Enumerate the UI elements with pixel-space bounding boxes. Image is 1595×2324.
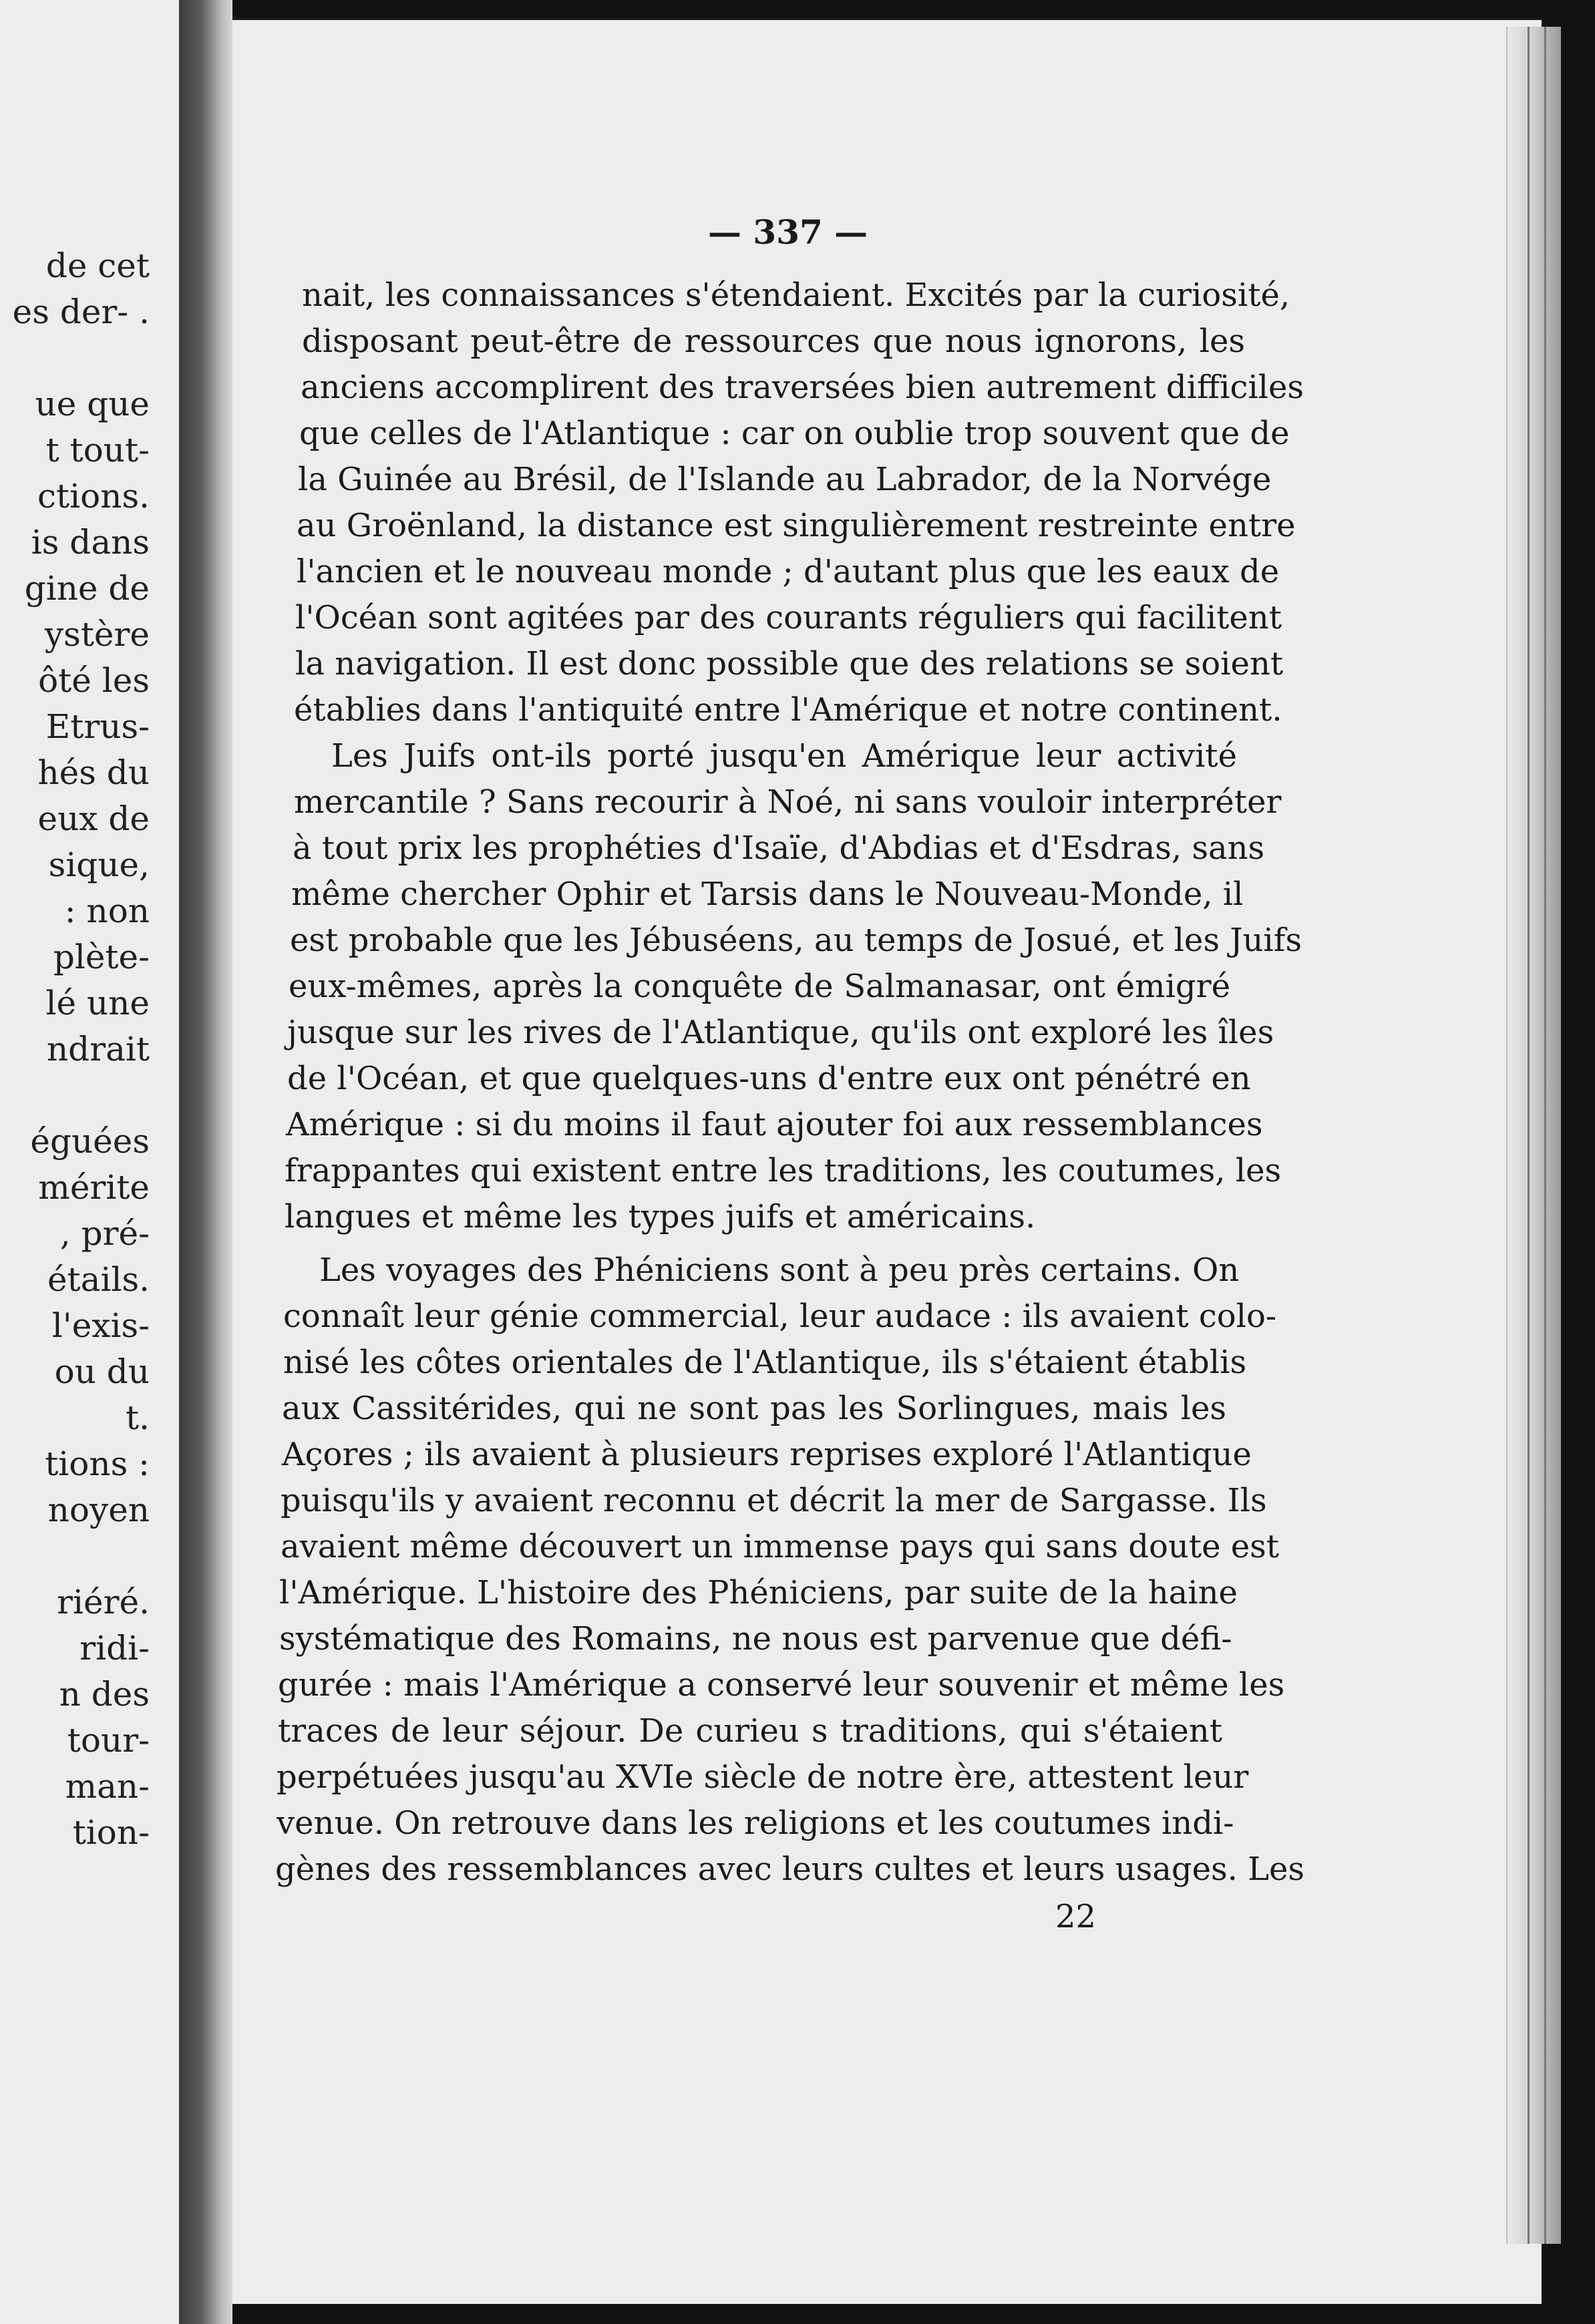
text-line: la navigation. Il est donc possible que des relations se soient: [295, 645, 1284, 683]
text-line: systématique des Romains, ne nous est parvenue que défi-: [279, 1620, 1232, 1658]
text-line: à tout prix les prophéties d'Isaïe, d'Abdias et d'Esdras, sans: [293, 829, 1265, 867]
left-line: ystère: [44, 615, 150, 654]
left-line: es der- .: [12, 293, 150, 331]
text-line: de l'Océan, et que quelques-uns d'entre eux ont pénétré en: [287, 1060, 1251, 1097]
page-edge-line: [1544, 27, 1546, 2244]
text-line: l'ancien et le nouveau monde ; d'autant plus que les eaux de: [297, 553, 1280, 590]
text-line: langues et même les types juifs et américains.: [285, 1198, 1036, 1235]
text-line: l'Océan sont agitées par des courants réguliers qui facilitent: [295, 599, 1282, 636]
left-line: tion-: [72, 1813, 150, 1852]
text-line: l'Amérique. L'histoire des Phéniciens, par suite de la haine: [279, 1574, 1238, 1611]
text-line: anciens accomplirent des traversées bien autrement difficiles: [301, 369, 1304, 406]
left-line: t.: [126, 1398, 150, 1437]
text-line: que celles de l'Atlantique : car on oublie trop souvent que de: [299, 415, 1290, 452]
text-line: perpétuées jusqu'au XVIe siècle de notre ère, attestent leur: [277, 1758, 1249, 1796]
left-line: ôté les: [38, 661, 150, 700]
left-line: hés du: [37, 753, 150, 792]
text-line: Les voyages des Phéniciens sont à peu près certains. On: [319, 1251, 1240, 1289]
left-line: Etrus-: [45, 707, 150, 746]
text-line: puisqu'ils y avaient reconnu et décrit la mer de Sargasse. Ils: [281, 1482, 1267, 1519]
left-line: l'exis-: [51, 1306, 150, 1345]
left-line: eux de: [37, 799, 150, 838]
text-line: disposant peut-être de ressources que nous ignorons, les: [302, 323, 1245, 360]
left-line: : non: [64, 892, 150, 930]
text-line: gurée : mais l'Amérique a conservé leur souvenir et même les: [278, 1666, 1285, 1704]
text-line: avaient même découvert un immense pays qui sans doute est: [281, 1528, 1280, 1565]
text-line: nisé les côtes orientales de l'Atlantique, ils s'étaient établis: [283, 1344, 1247, 1381]
left-line: plète-: [53, 938, 150, 976]
left-line: lé une: [45, 984, 150, 1022]
left-line: noyen: [47, 1491, 150, 1529]
left-line: tions :: [45, 1444, 150, 1483]
page-edge-line: [1528, 27, 1530, 2244]
left-line: ctions.: [37, 477, 150, 516]
text-line: traces de leur séjour. De curieu s traditions, qui s'étaient: [278, 1712, 1222, 1750]
text-line: connaît leur génie commercial, leur audace : ils avaient colo-: [283, 1298, 1277, 1335]
left-line: riéré.: [57, 1583, 150, 1621]
left-line: sique,: [48, 845, 150, 884]
left-line: t tout-: [45, 431, 150, 469]
text-line: venue. On retrouve dans les religions et les coutumes indi-: [277, 1804, 1234, 1842]
left-line: n des: [59, 1675, 150, 1714]
left-line: tour-: [67, 1721, 150, 1760]
text-line: eux-mêmes, après la conquête de Salmanasar, ont émigré: [289, 968, 1230, 1005]
text-line: est probable que les Jébuséens, au temps de Josué, et les Juifs: [290, 922, 1302, 959]
text-line: mercantile ? Sans recourir à Noé, ni sans vouloir interpréter: [294, 783, 1282, 821]
text-line: Amérique : si du moins il faut ajouter foi aux ressemblances: [286, 1106, 1263, 1143]
text-line: la Guinée au Brésil, de l'Islande au Labrador, de la Norvége: [298, 461, 1272, 498]
text-line: au Groënland, la distance est singulièrement restreinte entre: [297, 507, 1296, 544]
text-line: jusque sur les rives de l'Atlantique, qu'ils ont exploré les îles: [287, 1014, 1274, 1051]
left-line: de cet: [45, 246, 150, 285]
text-line: Açores ; ils avaient à plusieurs reprises exploré l'Atlantique: [282, 1436, 1252, 1473]
left-line: is dans: [31, 523, 150, 562]
left-line: étails.: [47, 1260, 150, 1299]
left-line: ue que: [35, 385, 150, 423]
previous-page-fragment: [0, 0, 179, 2324]
book-gutter: [179, 0, 232, 2324]
left-line: , pré-: [59, 1214, 150, 1253]
left-line: éguées: [30, 1122, 150, 1161]
left-line: gine de: [24, 569, 150, 608]
text-line: aux Cassitérides, qui ne sont pas les Sorlingues, mais les: [282, 1390, 1226, 1427]
text-line: même chercher Ophir et Tarsis dans le Nouveau-Monde, il: [291, 876, 1244, 913]
text-line: nait, les connaissances s'étendaient. Excités par la curiosité,: [302, 276, 1290, 314]
page-number-header: — 337 —: [708, 212, 868, 252]
left-line: ridi-: [79, 1629, 150, 1668]
left-line: ndrait: [46, 1030, 150, 1069]
text-line: gènes des ressemblances avec leurs cultes et leurs usages. Les: [275, 1851, 1305, 1888]
left-line: mérite: [38, 1168, 150, 1207]
left-line: ou du: [54, 1352, 150, 1391]
left-line: man-: [65, 1767, 150, 1806]
signature-mark: 22: [1055, 1898, 1097, 1935]
text-line: frappantes qui existent entre les traditions, les coutumes, les: [285, 1152, 1282, 1189]
text-line: Les Juifs ont-ils porté jusqu'en Amérique leur activité: [331, 737, 1237, 775]
page-stack-edge: [1506, 27, 1561, 2244]
text-line: établies dans l'antiquité entre l'Amérique et notre continent.: [294, 691, 1282, 729]
